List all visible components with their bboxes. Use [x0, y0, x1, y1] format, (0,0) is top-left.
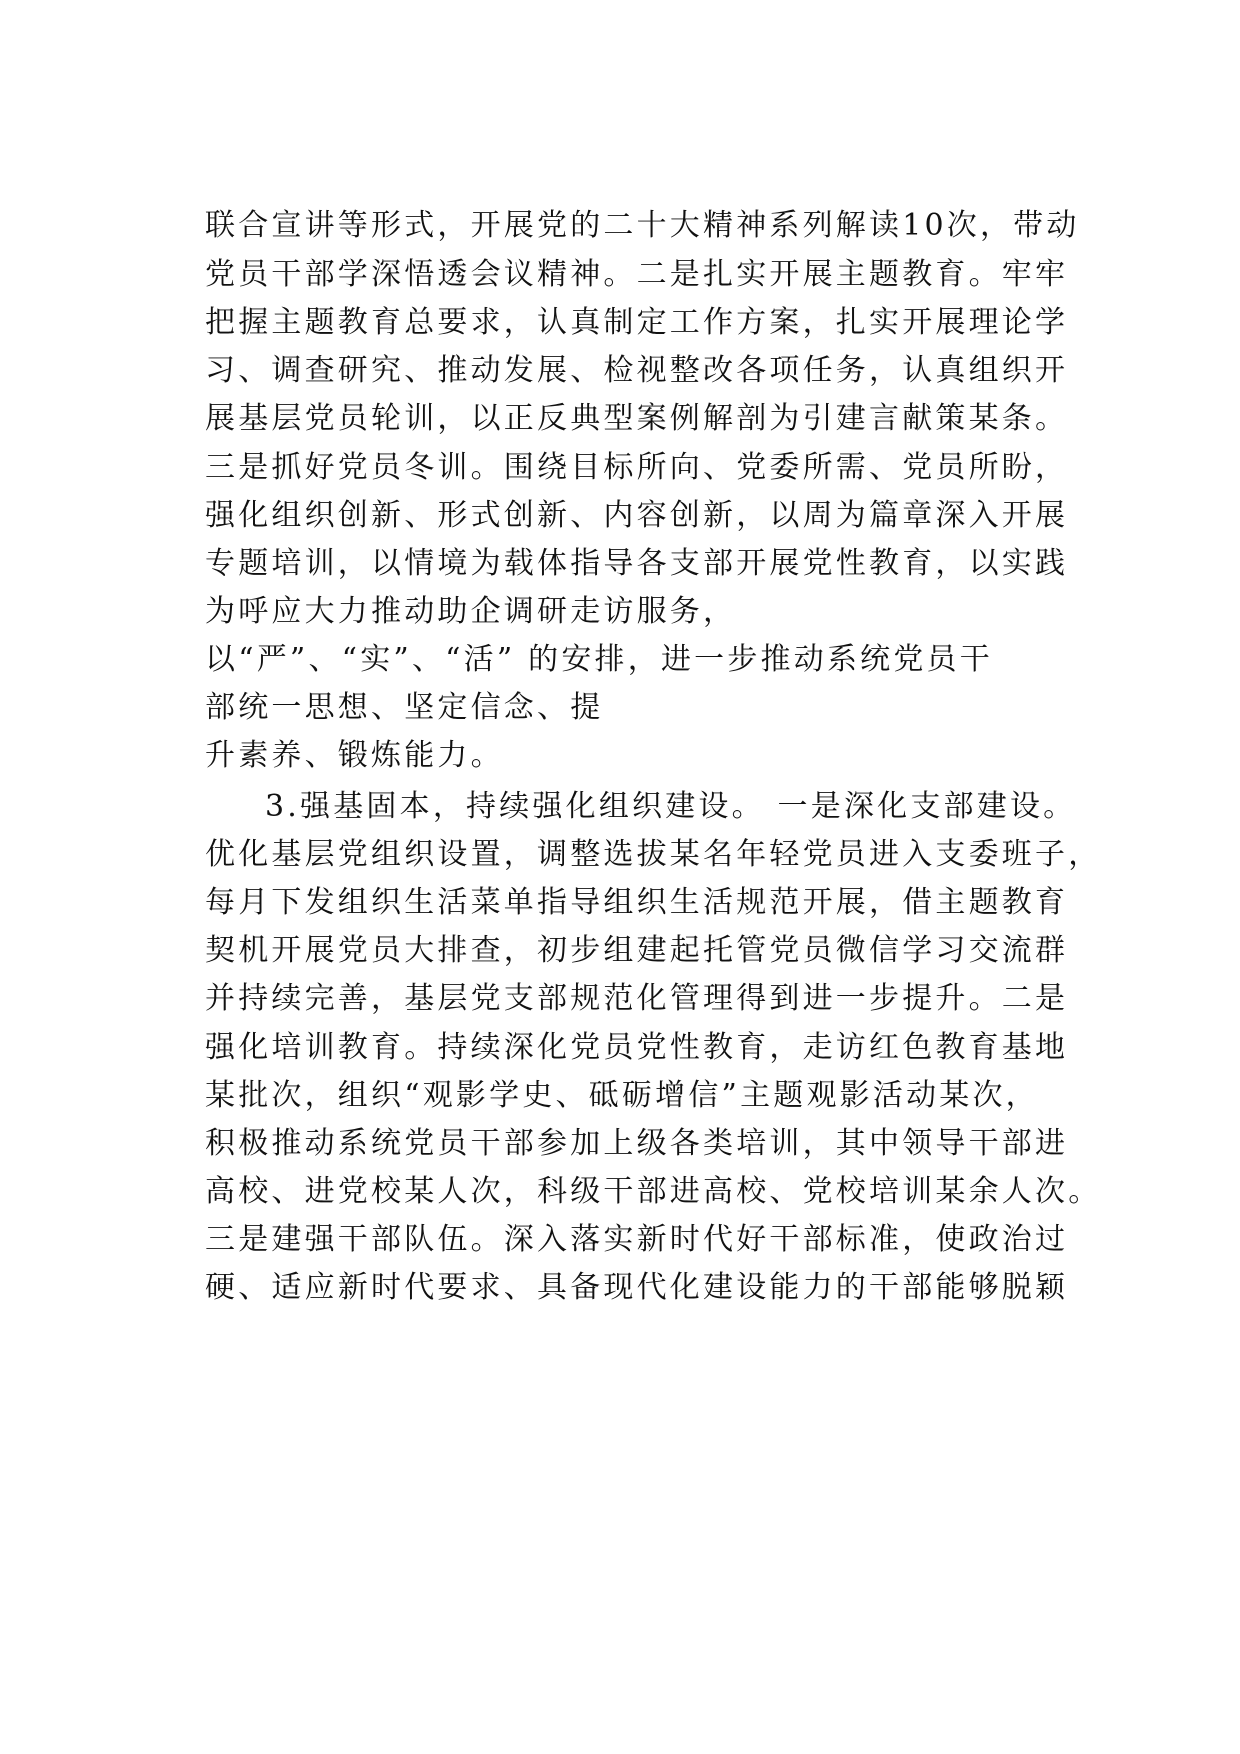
text-line: 积极推动系统党员干部参加上级各类培训，其中领导干部进 — [205, 1126, 1069, 1161]
text-line: 展基层党员轮训，以正反典型案例解剖为引建言献策某条。 — [205, 401, 1069, 436]
text-line: 某批次，组织“观影学史、砥砺增信”主题观影活动某次， — [205, 1078, 1039, 1113]
text-line: 硬、适应新时代要求、具备现代化建设能力的干部能够脱颖 — [205, 1270, 1069, 1305]
text-line: 每月下发组织生活菜单指导组织生活规范开展，借主题教育 — [205, 885, 1069, 920]
text-line: 为呼应大力推动助企调研走访服务， — [205, 594, 737, 629]
text-line: 三是抓好党员冬训。围绕目标所向、党委所需、党员所盼， — [205, 450, 1069, 485]
text-line: 优化基层党组织设置，调整选拔某名年轻党员进入支委班子， — [205, 837, 1102, 872]
text-line: 升素养、锻炼能力。 — [205, 738, 504, 773]
text-line: 高校、进党校某人次，科级干部进高校、党校培训某余人次。 — [205, 1174, 1102, 1209]
text-line: 强化组织创新、形式创新、内容创新，以周为篇章深入开展 — [205, 498, 1069, 533]
text-line: 党员干部学深悟透会议精神。二是扎实开展主题教育。牢牢 — [205, 257, 1069, 292]
text-line: 习、调查研究、推动发展、检视整改各项任务，认真组织开 — [205, 353, 1069, 388]
text-line: 把握主题教育总要求，认真制定工作方案，扎实开展理论学 — [205, 305, 1069, 340]
text-line: 专题培训，以情境为载体指导各支部开展党性教育，以实践 — [205, 546, 1069, 581]
text-line: 以“严”、“实”、“活” 的安排，进一步推动系统党员干 — [205, 642, 993, 677]
text-line: 部统一思想、坚定信念、提 — [205, 690, 604, 725]
text-line: 契机开展党员大排查，初步组建起托管党员微信学习交流群 — [205, 933, 1069, 968]
text-line: 强化培训教育。持续深化党员党性教育，走访红色教育基地 — [205, 1030, 1069, 1065]
text-line: 联合宣讲等形式，开展党的二十大精神系列解读10次，带动 — [205, 208, 1080, 243]
section-heading-line: 3.强基固本，持续强化组织建设。 一是深化支部建设。 — [265, 789, 1077, 824]
text-line: 并持续完善，基层党支部规范化管理得到进一步提升。二是 — [205, 981, 1069, 1016]
text-line: 三是建强干部队伍。深入落实新时代好干部标准，使政治过 — [205, 1222, 1069, 1257]
